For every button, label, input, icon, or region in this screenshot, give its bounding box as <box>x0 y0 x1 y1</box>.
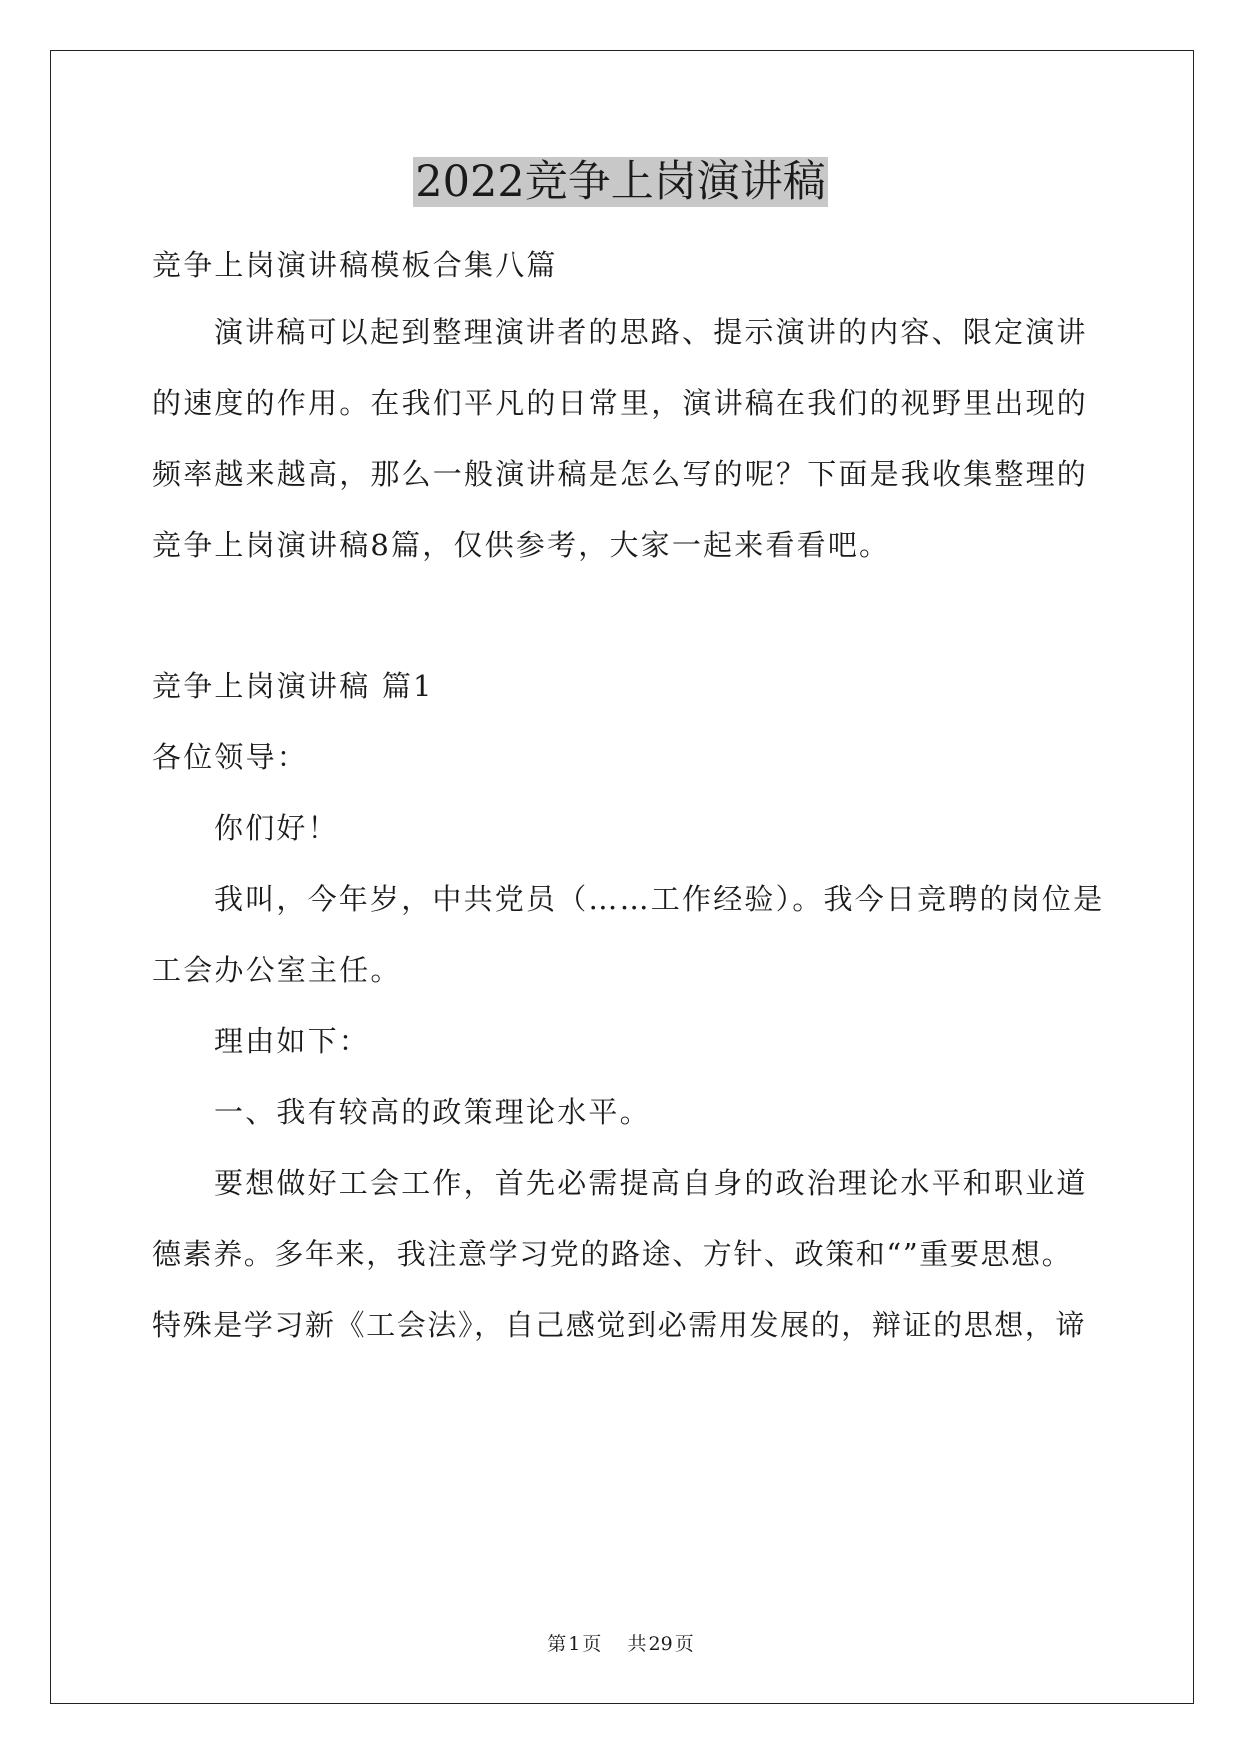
intro-line-1: 演讲稿可以起到整理演讲者的思路、提示演讲的内容、限定演讲 <box>214 315 1088 349</box>
footer-total-prefix: 共 <box>627 1633 647 1655</box>
footer-page-suffix: 页 <box>582 1633 602 1655</box>
document-subtitle: 竞争上岗演讲稿模板合集八篇 <box>152 248 558 282</box>
document-title-text: 2022竞争上岗演讲稿 <box>415 157 826 207</box>
footer-total-suffix: 页 <box>674 1633 694 1655</box>
document-title <box>0 153 1241 211</box>
footer-page-prefix: 第 <box>547 1633 567 1655</box>
body-line-1: 我叫，今年岁，中共党员（……工作经验）。我今日竞聘的岗位是 <box>214 882 1105 916</box>
intro-line-3: 频率越来越高，那么一般演讲稿是怎么写的呢？下面是我收集整理的 <box>152 457 1089 491</box>
footer-total-pages: 29 <box>648 1633 673 1655</box>
body-line-4: 一、我有较高的政策理论水平。 <box>214 1095 651 1129</box>
greeting: 你们好！ <box>214 811 339 845</box>
section-heading: 竞争上岗演讲稿 篇1 <box>152 669 434 703</box>
body-line-7: 特殊是学习新《工会法》，自己感觉到必需用发展的，辩证的思想，谛 <box>152 1308 1087 1342</box>
intro-line-2: 的速度的作用。在我们平凡的日常里，演讲稿在我们的视野里出现的 <box>152 386 1089 420</box>
intro-line-4: 竞争上岗演讲稿8篇，仅供参考，大家一起来看看吧。 <box>152 528 891 562</box>
salutation: 各位领导： <box>152 740 309 774</box>
body-line-6: 德素养。多年来，我注意学习党的路途、方针、政策和“”重要思想。 <box>152 1237 1073 1271</box>
footer-page-number: 1 <box>568 1633 581 1655</box>
body-line-3: 理由如下： <box>214 1024 371 1058</box>
page-border <box>50 50 1194 1704</box>
body-line-2: 工会办公室主任。 <box>152 953 402 987</box>
page-footer <box>0 1631 1241 1657</box>
body-line-5: 要想做好工会工作，首先必需提高自身的政治理论水平和职业道 <box>214 1166 1088 1200</box>
